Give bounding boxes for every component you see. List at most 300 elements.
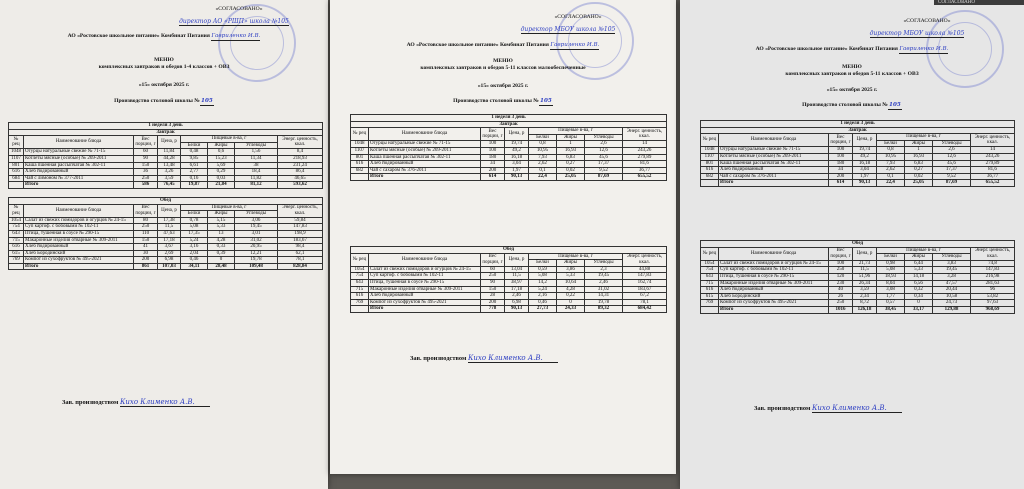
value-portion: 250 bbox=[829, 300, 853, 307]
value-j: 5,33 bbox=[208, 224, 235, 231]
value-e: 14 bbox=[971, 147, 1015, 154]
value-e: 183,67 bbox=[623, 286, 667, 293]
total-b: 22,4 bbox=[529, 174, 557, 181]
value-j: 6,56 bbox=[905, 280, 933, 287]
value-j: 0 bbox=[557, 299, 585, 306]
value-e: 243,26 bbox=[623, 147, 667, 154]
value-b: 10,95 bbox=[877, 153, 905, 160]
dish-name: Салат из свежих помидоров и огурцов № 24-15 bbox=[24, 217, 134, 224]
lunch-section-title: Обед bbox=[9, 197, 323, 204]
value-portion: 26 bbox=[829, 293, 853, 300]
total-row bbox=[9, 182, 323, 189]
total-price: 76,45 bbox=[158, 182, 181, 189]
approved-label: «СОГЛАСОВАНО» bbox=[215, 6, 263, 12]
breakfast-section-title: Завтрак bbox=[351, 121, 667, 128]
recipe-number: 1107 bbox=[701, 153, 719, 160]
value-u: 2,3 bbox=[585, 266, 623, 273]
value-j: 5,33 bbox=[557, 273, 585, 280]
col-carbs: Углеводы bbox=[235, 142, 278, 149]
recipe-number: 801 bbox=[9, 162, 24, 169]
value-u: 19,78 bbox=[235, 257, 278, 264]
dish-name: Котлеты мясные (особые) № 269-2011 bbox=[719, 153, 829, 160]
total-b: 22,4 bbox=[877, 180, 905, 187]
dish-name: Птица, тушенная в соусе № 290-15 bbox=[369, 279, 481, 286]
value-j: 5,15 bbox=[208, 217, 235, 224]
dish-name: Хлеб йодированный bbox=[24, 244, 134, 251]
value-b: 0,16 bbox=[181, 175, 208, 182]
dish-name: Чай с лимоном № 377-2011 bbox=[24, 175, 134, 182]
value-price: 47,63 bbox=[158, 230, 181, 237]
value-e: 46,65 bbox=[278, 175, 323, 182]
total-u: 87,69 bbox=[933, 180, 971, 187]
total-u: 109,48 bbox=[235, 263, 278, 270]
value-price: 3,04 bbox=[853, 167, 877, 174]
table-row bbox=[9, 149, 323, 156]
menu-title: МЕНЮ bbox=[493, 58, 513, 64]
value-u: 24,73 bbox=[933, 300, 971, 307]
dish-name: Каша пшенная рассыпчатая № 302-11 bbox=[369, 154, 481, 161]
total-row bbox=[701, 306, 1015, 313]
value-b: 17,35 bbox=[181, 230, 208, 237]
dish-name: Салат из свежих помидоров и огурцов № 24-15 bbox=[719, 260, 829, 267]
value-e: 147,83 bbox=[278, 224, 323, 231]
value-u: 18,4 bbox=[235, 169, 278, 176]
menu-subtitle: комплексных завтраков и обедов 5-11 классов + ОВЗ bbox=[785, 71, 919, 77]
value-portion: 200 bbox=[829, 173, 853, 180]
value-price: 3,59 bbox=[158, 175, 181, 182]
production-manager-signature: Зав. производством Кихо Клименко А.В. bbox=[62, 398, 210, 407]
col-portion: Вес порции, г bbox=[830, 248, 851, 259]
value-portion: 200 bbox=[481, 299, 505, 306]
col-portion: Вес порции, г bbox=[135, 136, 156, 148]
value-u: 20,44 bbox=[933, 287, 971, 294]
value-b: 1,77 bbox=[877, 293, 905, 300]
value-j: 0,02 bbox=[905, 173, 933, 180]
col-portion: Вес порции, г bbox=[830, 134, 851, 146]
value-j: 3,86 bbox=[557, 266, 585, 273]
value-portion: 200 bbox=[134, 257, 158, 264]
value-j: 0,02 bbox=[557, 167, 585, 174]
value-e: 74,8 bbox=[971, 260, 1015, 267]
dish-name: Суп картоф. с бобовыми № 102-11 bbox=[24, 224, 134, 231]
value-u: 10,58 bbox=[933, 293, 971, 300]
value-price: 49,2 bbox=[505, 147, 529, 154]
value-e: 81,6 bbox=[623, 161, 667, 168]
value-portion: 60 bbox=[481, 266, 505, 273]
col-nutrients: Пищевые в-ва, г bbox=[877, 247, 971, 254]
value-e: 183,67 bbox=[278, 237, 323, 244]
total-label: Итого bbox=[719, 306, 829, 313]
col-proteins: Белки bbox=[529, 260, 557, 267]
value-b: 0,8 bbox=[529, 141, 557, 148]
production-line: Производство столовой школы №105 bbox=[114, 98, 213, 104]
col-fats: Жиры bbox=[208, 142, 235, 149]
col-name: Наименование блюда bbox=[369, 253, 481, 266]
total-portion: 614 bbox=[829, 180, 853, 187]
total-e: 968,69 bbox=[971, 306, 1015, 313]
value-j: 0 bbox=[208, 257, 235, 264]
value-u: 19,45 bbox=[235, 224, 278, 231]
recipe-number: 1054 bbox=[9, 217, 24, 224]
recipe-number: 616 bbox=[9, 169, 24, 176]
total-u: 129,88 bbox=[933, 306, 971, 313]
col-proteins: Белки bbox=[877, 254, 905, 261]
value-e: 97,63 bbox=[971, 300, 1015, 307]
col-portion: Вес порции, г bbox=[135, 205, 156, 216]
value-price: 11,5 bbox=[158, 224, 181, 231]
value-e: 218,93 bbox=[278, 155, 323, 162]
production-manager-signature: Зав. производством Кихо Клименко А.В. bbox=[410, 354, 558, 363]
value-u: 2,46 bbox=[585, 279, 623, 286]
value-u: 31,02 bbox=[585, 286, 623, 293]
value-portion: 28 bbox=[481, 293, 505, 300]
col-nutrients: Пищевые в-ва, г bbox=[529, 128, 623, 135]
week-day-label: 1 неделя 3 день bbox=[9, 123, 323, 130]
value-b: 0,46 bbox=[529, 299, 557, 306]
value-b: 0,1 bbox=[529, 167, 557, 174]
total-e: 828,84 bbox=[278, 263, 323, 270]
total-e: 684,42 bbox=[623, 306, 667, 313]
value-e: 67,2 bbox=[623, 293, 667, 300]
value-u: 19,45 bbox=[585, 273, 623, 280]
value-price: 3,67 bbox=[158, 244, 181, 251]
value-u: 45,6 bbox=[585, 154, 623, 161]
value-u: 14,31 bbox=[585, 293, 623, 300]
menu-table bbox=[8, 122, 323, 270]
value-price: 6,98 bbox=[505, 299, 529, 306]
approver-line: директор МБОУ школа №105 bbox=[869, 30, 965, 37]
col-fats: Жиры bbox=[208, 211, 235, 218]
table-row bbox=[351, 266, 667, 273]
col-price: Цена, р bbox=[853, 134, 877, 147]
organization-line: АО «Ростовское школьное питание» Комбинат Питания Гавриленко И.В. bbox=[406, 42, 600, 48]
table-row bbox=[351, 299, 667, 306]
recipe-number: 684 bbox=[9, 175, 24, 182]
col-rec: № рец bbox=[701, 247, 719, 260]
recipe-number: 1048 bbox=[9, 149, 24, 156]
value-u: 3,06 bbox=[235, 217, 278, 224]
value-u: 31,02 bbox=[235, 237, 278, 244]
top-strip: СОГЛАСОВАНО bbox=[934, 0, 1024, 5]
value-j: 0,27 bbox=[905, 167, 933, 174]
recipe-number: 616 bbox=[351, 161, 369, 168]
dish-name: Макаронные изделия отварные № 309-2011 bbox=[369, 286, 481, 293]
menu-sheet-1-4-classes bbox=[0, 0, 328, 489]
total-u: 87,69 bbox=[585, 174, 623, 181]
table-row bbox=[701, 160, 1015, 167]
total-price: 126,18 bbox=[853, 306, 877, 313]
value-b: 0,46 bbox=[181, 257, 208, 264]
value-price: 19,74 bbox=[853, 147, 877, 154]
table-row bbox=[701, 273, 1015, 280]
value-e: 86,4 bbox=[278, 169, 323, 176]
recipe-number: 1054 bbox=[351, 266, 369, 273]
col-price: Цена, р bbox=[505, 253, 529, 266]
value-b: 5,08 bbox=[181, 224, 208, 231]
value-price: 13,04 bbox=[505, 266, 529, 273]
col-portion: Вес порции, г bbox=[482, 128, 503, 140]
col-name: Наименование блюда bbox=[24, 136, 134, 149]
dish-name: Суп картоф. с бобовыми № 102-11 bbox=[719, 267, 829, 274]
value-e: 53,82 bbox=[971, 293, 1015, 300]
total-portion: 614 bbox=[481, 174, 505, 181]
recipe-number: 682 bbox=[351, 167, 369, 174]
table-row bbox=[351, 286, 667, 293]
recipe-number: 769 bbox=[9, 257, 24, 264]
value-price: 17,38 bbox=[158, 217, 181, 224]
table-row bbox=[9, 217, 323, 224]
value-b: 5,08 bbox=[529, 273, 557, 280]
value-portion: 120 bbox=[829, 273, 853, 280]
value-u: 1,56 bbox=[235, 149, 278, 156]
menu-subtitle: комплексных завтраков и обедов 1-4 классов + ОВЗ bbox=[98, 64, 230, 70]
dish-name: Огурцы натуральные свежие № 71-15 bbox=[369, 141, 481, 148]
col-energy: Энерг. ценность, ккал. bbox=[623, 253, 667, 266]
value-u: 17,37 bbox=[933, 167, 971, 174]
value-u: 3,83 bbox=[933, 260, 971, 267]
col-rec: № рец bbox=[351, 128, 369, 141]
total-e: 593,62 bbox=[278, 182, 323, 189]
dish-name: Хлеб йодированный bbox=[369, 293, 481, 300]
value-b: 10,95 bbox=[529, 147, 557, 154]
dish-name: Макаронные изделия отварные № 309-2011 bbox=[719, 280, 829, 287]
col-proteins: Белки bbox=[181, 211, 208, 218]
value-e: 147,83 bbox=[971, 267, 1015, 274]
production-manager-signature: Зав. производством Кихо Клименко А.В. bbox=[754, 404, 902, 413]
col-rec: № рец bbox=[701, 134, 719, 147]
table-row bbox=[9, 224, 323, 231]
table-row bbox=[9, 175, 323, 182]
table-row bbox=[351, 279, 667, 286]
value-portion: 34 bbox=[829, 167, 853, 174]
value-price: 1,97 bbox=[505, 167, 529, 174]
table-row bbox=[9, 230, 323, 237]
total-j: 25,05 bbox=[557, 174, 585, 181]
recipe-number: 616 bbox=[9, 244, 24, 251]
value-e: 8,4 bbox=[278, 149, 323, 156]
col-energy: Энерг. ценность, ккал. bbox=[278, 136, 323, 149]
recipe-number: 769 bbox=[351, 299, 369, 306]
menu-subtitle: комплексных завтраков и обедов 5-11 классов малообеспеченные bbox=[420, 65, 586, 71]
value-b: 0,57 bbox=[877, 300, 905, 307]
approved-label: «СОГЛАСОВАНО» bbox=[903, 18, 951, 24]
value-portion: 250 bbox=[481, 273, 505, 280]
value-j: 6,44 bbox=[905, 260, 933, 267]
value-j: 0,03 bbox=[208, 175, 235, 182]
value-price: 11,84 bbox=[158, 149, 181, 156]
dish-name: Огурцы натуральные свежие № 71-15 bbox=[719, 147, 829, 154]
value-e: 162,74 bbox=[623, 279, 667, 286]
value-portion: 250 bbox=[829, 267, 853, 274]
dish-name: Хлеб Бородинский bbox=[24, 250, 134, 257]
value-u: 17,37 bbox=[585, 161, 623, 168]
col-nutrients: Пищевые в-ва, г bbox=[181, 204, 278, 211]
total-portion: 861 bbox=[134, 263, 158, 270]
value-b: 0,59 bbox=[529, 266, 557, 273]
col-nutrients: Пищевые в-ва, г bbox=[181, 136, 278, 143]
value-portion: 80 bbox=[134, 217, 158, 224]
value-portion: 230 bbox=[829, 280, 853, 287]
menu-title: МЕНЮ bbox=[842, 64, 862, 70]
table-row bbox=[351, 147, 667, 154]
value-portion: 100 bbox=[481, 141, 505, 148]
col-price: Цена, р bbox=[158, 204, 181, 217]
total-b: 19,87 bbox=[181, 182, 208, 189]
menu-sheet-5-11-ovz bbox=[680, 0, 1024, 489]
value-b: 2,62 bbox=[529, 161, 557, 168]
value-price: 3,04 bbox=[505, 161, 529, 168]
total-portion: 778 bbox=[481, 306, 505, 313]
production-line: Производство столовой школы №105 bbox=[802, 102, 901, 108]
lunch-table bbox=[350, 246, 667, 313]
dish-name: Макаронные изделия отварные № 309-2011 bbox=[24, 237, 134, 244]
breakfast-section-title: Завтрак bbox=[701, 127, 1015, 134]
value-portion: 40 bbox=[829, 287, 853, 294]
value-u: 19,78 bbox=[585, 299, 623, 306]
col-proteins: Белки bbox=[877, 140, 905, 147]
value-price: 51,96 bbox=[853, 273, 877, 280]
dish-name: Чай с сахаром № 376-2011 bbox=[719, 173, 829, 180]
total-b: 34,11 bbox=[181, 263, 208, 270]
recipe-number: 1054 bbox=[701, 260, 719, 267]
value-b: 7,93 bbox=[877, 160, 905, 167]
col-fats: Жиры bbox=[905, 140, 933, 147]
week-day-label: 1 неделя 3 день bbox=[701, 121, 1015, 128]
value-u: 12,6 bbox=[585, 147, 623, 154]
total-e: 655,52 bbox=[623, 174, 667, 181]
table-row bbox=[701, 300, 1015, 307]
col-fats: Жиры bbox=[557, 260, 585, 267]
value-j: 0,29 bbox=[208, 169, 235, 176]
week-day-label: 1 неделя 3 день bbox=[351, 115, 667, 122]
total-e: 655,52 bbox=[971, 180, 1015, 187]
table-row bbox=[701, 173, 1015, 180]
value-portion: 100 bbox=[829, 147, 853, 154]
recipe-number: 616 bbox=[701, 287, 719, 294]
value-portion: 150 bbox=[134, 162, 158, 169]
table-row bbox=[351, 141, 667, 148]
value-price: 3,26 bbox=[158, 169, 181, 176]
total-j: 24,33 bbox=[557, 306, 585, 313]
value-b: 0,48 bbox=[181, 149, 208, 156]
col-rec: № рец bbox=[351, 253, 369, 266]
total-j: 33,17 bbox=[905, 306, 933, 313]
total-empty-cell bbox=[351, 174, 369, 181]
recipe-number: 616 bbox=[701, 167, 719, 174]
recipe-number: 754 bbox=[9, 224, 24, 231]
col-rec: № рец bbox=[9, 204, 24, 217]
dish-name: Компот из сухофруктов № 495-2021 bbox=[24, 257, 134, 264]
approved-label: «СОГЛАСОВАНО» bbox=[554, 14, 602, 20]
total-empty-cell bbox=[9, 182, 24, 189]
dish-name: Хлеб йодированный bbox=[24, 169, 134, 176]
value-u: 3,28 bbox=[933, 273, 971, 280]
value-e: 44,88 bbox=[623, 266, 667, 273]
recipe-number: 643 bbox=[701, 273, 719, 280]
table-row bbox=[351, 154, 667, 161]
col-nutrients: Пищевые в-ва, г bbox=[877, 134, 971, 141]
value-portion: 180 bbox=[481, 154, 505, 161]
value-u: 45,6 bbox=[933, 160, 971, 167]
table-row bbox=[701, 147, 1015, 154]
value-j: 5,69 bbox=[208, 162, 235, 169]
total-b: 38,45 bbox=[877, 306, 905, 313]
value-e: 216,98 bbox=[971, 273, 1015, 280]
value-u: 12,6 bbox=[933, 153, 971, 160]
col-fats: Жиры bbox=[557, 134, 585, 141]
value-b: 6,61 bbox=[181, 162, 208, 169]
value-e: 243,26 bbox=[971, 153, 1015, 160]
col-name: Наименование блюда bbox=[719, 247, 829, 260]
value-b: 3,08 bbox=[877, 287, 905, 294]
dish-name: Котлеты мясные (особые) № 269-2011 bbox=[369, 147, 481, 154]
value-price: 16,18 bbox=[505, 154, 529, 161]
total-portion: 586 bbox=[134, 182, 158, 189]
table-row bbox=[701, 267, 1015, 274]
table-row bbox=[701, 280, 1015, 287]
value-price: 21,73 bbox=[853, 260, 877, 267]
value-b: 18,93 bbox=[877, 273, 905, 280]
menu-date: «15» октября 2025 г. bbox=[477, 83, 529, 89]
total-u: 89,32 bbox=[585, 306, 623, 313]
value-b: 8,04 bbox=[877, 280, 905, 287]
total-b: 27,73 bbox=[529, 306, 557, 313]
table-row bbox=[9, 244, 323, 251]
value-b: 2,16 bbox=[529, 293, 557, 300]
value-portion: 34 bbox=[481, 161, 505, 168]
value-b: 0,1 bbox=[877, 173, 905, 180]
recipe-number: 682 bbox=[701, 173, 719, 180]
table-row bbox=[701, 153, 1015, 160]
value-j: 0,27 bbox=[557, 161, 585, 168]
production-line: Производство столовой школы №105 bbox=[453, 98, 552, 104]
value-e: 279,89 bbox=[971, 160, 1015, 167]
col-carbs: Углеводы bbox=[933, 254, 971, 261]
dish-name: Хлеб йодированный bbox=[719, 287, 829, 294]
value-portion: 180 bbox=[829, 160, 853, 167]
dish-name: Хлеб йодированный bbox=[719, 167, 829, 174]
value-b: 2,77 bbox=[181, 169, 208, 176]
total-j: 21,84 bbox=[208, 182, 235, 189]
value-j: 0,6 bbox=[208, 149, 235, 156]
total-row bbox=[701, 180, 1015, 187]
total-empty-cell bbox=[701, 180, 719, 187]
value-j: 16,93 bbox=[557, 147, 585, 154]
table-row bbox=[701, 293, 1015, 300]
total-j: 28,48 bbox=[208, 263, 235, 270]
value-e: 36,77 bbox=[623, 167, 667, 174]
value-price: 38,97 bbox=[505, 279, 529, 286]
value-price: 2,46 bbox=[505, 293, 529, 300]
total-portion: 1016 bbox=[829, 306, 853, 313]
table-row bbox=[701, 167, 1015, 174]
value-b: 0,8 bbox=[877, 147, 905, 154]
value-j: 0,32 bbox=[905, 287, 933, 294]
menu-date: «15» октября 2025 г. bbox=[826, 87, 878, 93]
recipe-number: 1107 bbox=[9, 155, 24, 162]
value-u: 11,82 bbox=[235, 175, 278, 182]
recipe-number: 801 bbox=[701, 160, 719, 167]
value-e: 78,1 bbox=[278, 257, 323, 264]
value-j: 14,18 bbox=[905, 273, 933, 280]
value-j: 4,28 bbox=[557, 286, 585, 293]
value-u: 2,6 bbox=[933, 147, 971, 154]
value-u: 19,45 bbox=[933, 267, 971, 274]
table-row bbox=[701, 260, 1015, 267]
col-energy: Энерг. ценность, ккал. bbox=[623, 128, 667, 141]
value-price: 3,59 bbox=[853, 287, 877, 294]
dish-name: Компот из сухофруктов № 495-2021 bbox=[719, 300, 829, 307]
